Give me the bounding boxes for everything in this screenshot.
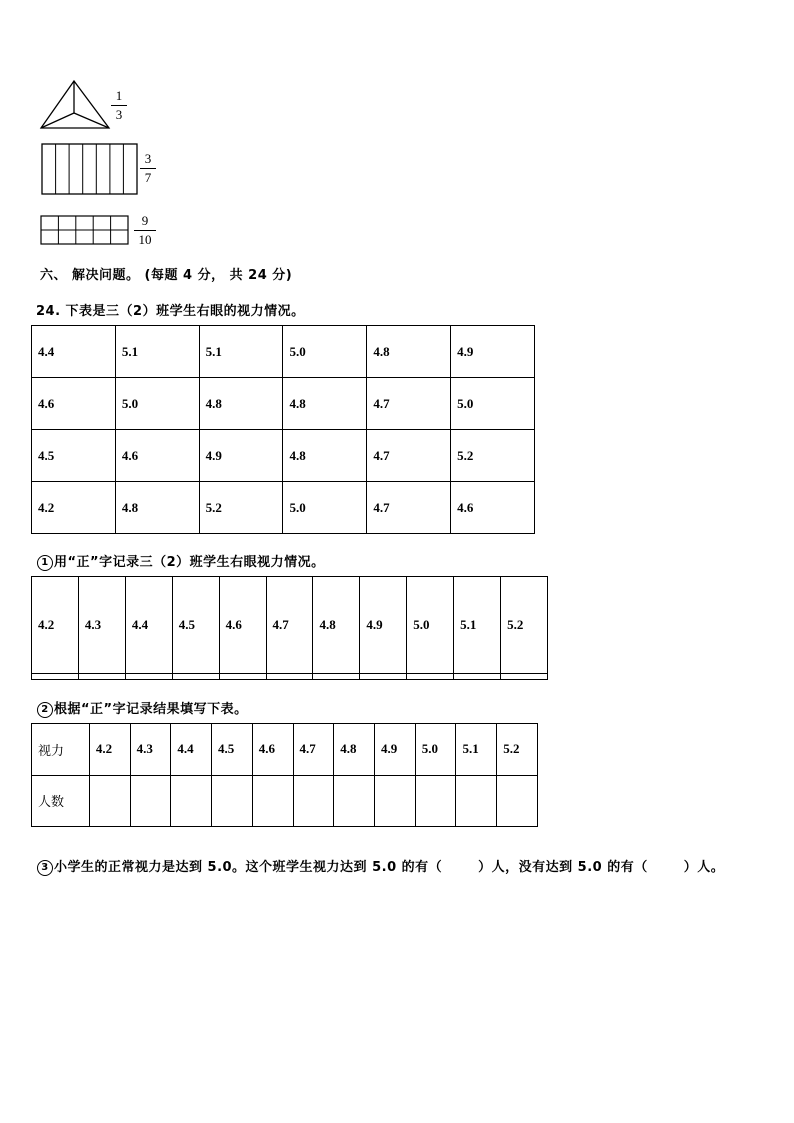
table-cell: 4.8 bbox=[115, 482, 199, 534]
table-row bbox=[32, 724, 538, 776]
table-cell: 4.6 bbox=[115, 430, 199, 482]
table-cell: 5.0 bbox=[283, 326, 367, 378]
table-cell: 4.9 bbox=[199, 430, 283, 482]
count-blank-cell[interactable] bbox=[212, 775, 253, 827]
header-cell: 5.1 bbox=[454, 577, 501, 674]
part-3-text-b: ）人，没有达到 5.0 的有（ bbox=[478, 860, 648, 875]
part-3-text-c: ）人。 bbox=[683, 860, 725, 875]
part-1-prompt bbox=[37, 551, 325, 571]
table-cell: 4.7 bbox=[367, 430, 451, 482]
table-cell: 4.7 bbox=[367, 378, 451, 430]
table-row bbox=[32, 378, 535, 430]
table-cell: 4.6 bbox=[32, 378, 116, 430]
tally-blank-cell[interactable] bbox=[32, 674, 79, 680]
table-cell: 5.2 bbox=[199, 482, 283, 534]
circled-number-1: 1 bbox=[37, 555, 53, 571]
table-cell: 4.8 bbox=[283, 378, 367, 430]
table-cell: 4.9 bbox=[451, 326, 535, 378]
table-cell: 4.6 bbox=[451, 482, 535, 534]
count-table bbox=[31, 723, 538, 827]
tally-blank-cell[interactable] bbox=[454, 674, 501, 680]
row-label-vision: 视力 bbox=[32, 724, 90, 776]
part-2-text: 根据“正”字记录结果填写下表。 bbox=[54, 702, 248, 717]
question-24-title: 24. 下表是三（2）班学生右眼的视力情况。 bbox=[36, 304, 305, 319]
header-cell: 5.2 bbox=[501, 577, 548, 674]
table-cell: 5.1 bbox=[199, 326, 283, 378]
header-cell: 4.9 bbox=[360, 577, 407, 674]
table-row bbox=[32, 326, 535, 378]
table-row bbox=[32, 482, 535, 534]
fraction-1-numerator: 1 bbox=[115, 88, 123, 103]
circled-number-2: 2 bbox=[37, 702, 53, 718]
header-cell: 5.0 bbox=[415, 724, 456, 776]
count-blank-cell[interactable] bbox=[374, 775, 415, 827]
rectangle-7-figure bbox=[40, 142, 140, 196]
row-label-count: 人数 bbox=[32, 775, 90, 827]
tally-blank-cell[interactable] bbox=[501, 674, 548, 680]
table-row bbox=[32, 430, 535, 482]
part-2-prompt bbox=[37, 698, 248, 718]
part-1-text: 用“正”字记录三（2）班学生右眼视力情况。 bbox=[54, 555, 325, 570]
section-six-title: 六、 解决问题。 (每题 4 分， 共 24 分) bbox=[40, 268, 293, 283]
table-cell: 5.0 bbox=[451, 378, 535, 430]
tally-table bbox=[31, 576, 548, 680]
fraction-3-denominator: 10 bbox=[138, 232, 152, 247]
table-cell: 5.0 bbox=[283, 482, 367, 534]
count-blank-cell[interactable] bbox=[456, 775, 497, 827]
table-cell: 4.8 bbox=[367, 326, 451, 378]
fraction-1 bbox=[111, 89, 127, 122]
table-cell: 4.4 bbox=[32, 326, 116, 378]
grid-10-figure bbox=[39, 214, 131, 248]
tally-blank-cell[interactable] bbox=[407, 674, 454, 680]
count-blank-cell[interactable] bbox=[293, 775, 334, 827]
header-cell: 4.6 bbox=[219, 577, 266, 674]
header-cell: 4.3 bbox=[130, 724, 171, 776]
header-cell: 4.5 bbox=[172, 577, 219, 674]
tally-blank-cell[interactable] bbox=[360, 674, 407, 680]
header-cell: 4.2 bbox=[32, 577, 79, 674]
table-cell: 5.0 bbox=[115, 378, 199, 430]
tally-blank-cell[interactable] bbox=[266, 674, 313, 680]
count-blank-cell[interactable] bbox=[334, 775, 375, 827]
header-cell: 4.8 bbox=[334, 724, 375, 776]
header-cell: 4.3 bbox=[78, 577, 125, 674]
count-blank-cell[interactable] bbox=[252, 775, 293, 827]
header-cell: 4.9 bbox=[374, 724, 415, 776]
tally-blank-cell[interactable] bbox=[172, 674, 219, 680]
tally-blank-cell[interactable] bbox=[78, 674, 125, 680]
table-cell: 4.7 bbox=[367, 482, 451, 534]
header-cell: 4.4 bbox=[125, 577, 172, 674]
count-blank-cell[interactable] bbox=[497, 775, 538, 827]
fraction-1-denominator: 3 bbox=[115, 107, 123, 122]
fraction-2-numerator: 3 bbox=[144, 151, 152, 166]
tally-blank-cell[interactable] bbox=[219, 674, 266, 680]
fraction-2 bbox=[140, 152, 156, 185]
fraction-3-numerator: 9 bbox=[141, 213, 149, 228]
table-row bbox=[32, 674, 548, 680]
part-3-text-a: 小学生的正常视力是达到 5.0。这个班学生视力达到 5.0 的有（ bbox=[54, 860, 443, 875]
count-blank-cell[interactable] bbox=[415, 775, 456, 827]
table-cell: 4.2 bbox=[32, 482, 116, 534]
fraction-2-denominator: 7 bbox=[144, 170, 152, 185]
header-cell: 4.7 bbox=[266, 577, 313, 674]
triangle-figure bbox=[38, 78, 112, 132]
fraction-3 bbox=[134, 214, 156, 247]
header-cell: 5.0 bbox=[407, 577, 454, 674]
header-cell: 4.2 bbox=[89, 724, 130, 776]
table-cell: 4.5 bbox=[32, 430, 116, 482]
tally-blank-cell[interactable] bbox=[125, 674, 172, 680]
header-cell: 4.7 bbox=[293, 724, 334, 776]
header-cell: 4.4 bbox=[171, 724, 212, 776]
table-cell: 4.8 bbox=[283, 430, 367, 482]
header-cell: 5.2 bbox=[497, 724, 538, 776]
table-row bbox=[32, 775, 538, 827]
circled-number-3: 3 bbox=[37, 860, 53, 876]
count-blank-cell[interactable] bbox=[171, 775, 212, 827]
table-cell: 5.1 bbox=[115, 326, 199, 378]
header-cell: 4.8 bbox=[313, 577, 360, 674]
header-cell: 4.5 bbox=[212, 724, 253, 776]
header-cell: 5.1 bbox=[456, 724, 497, 776]
count-blank-cell[interactable] bbox=[89, 775, 130, 827]
header-cell: 4.6 bbox=[252, 724, 293, 776]
table-cell: 5.2 bbox=[451, 430, 535, 482]
table-row bbox=[32, 577, 548, 674]
vision-data-table bbox=[31, 325, 535, 534]
part-3-prompt bbox=[37, 856, 724, 876]
table-cell: 4.8 bbox=[199, 378, 283, 430]
count-blank-cell[interactable] bbox=[130, 775, 171, 827]
tally-blank-cell[interactable] bbox=[313, 674, 360, 680]
